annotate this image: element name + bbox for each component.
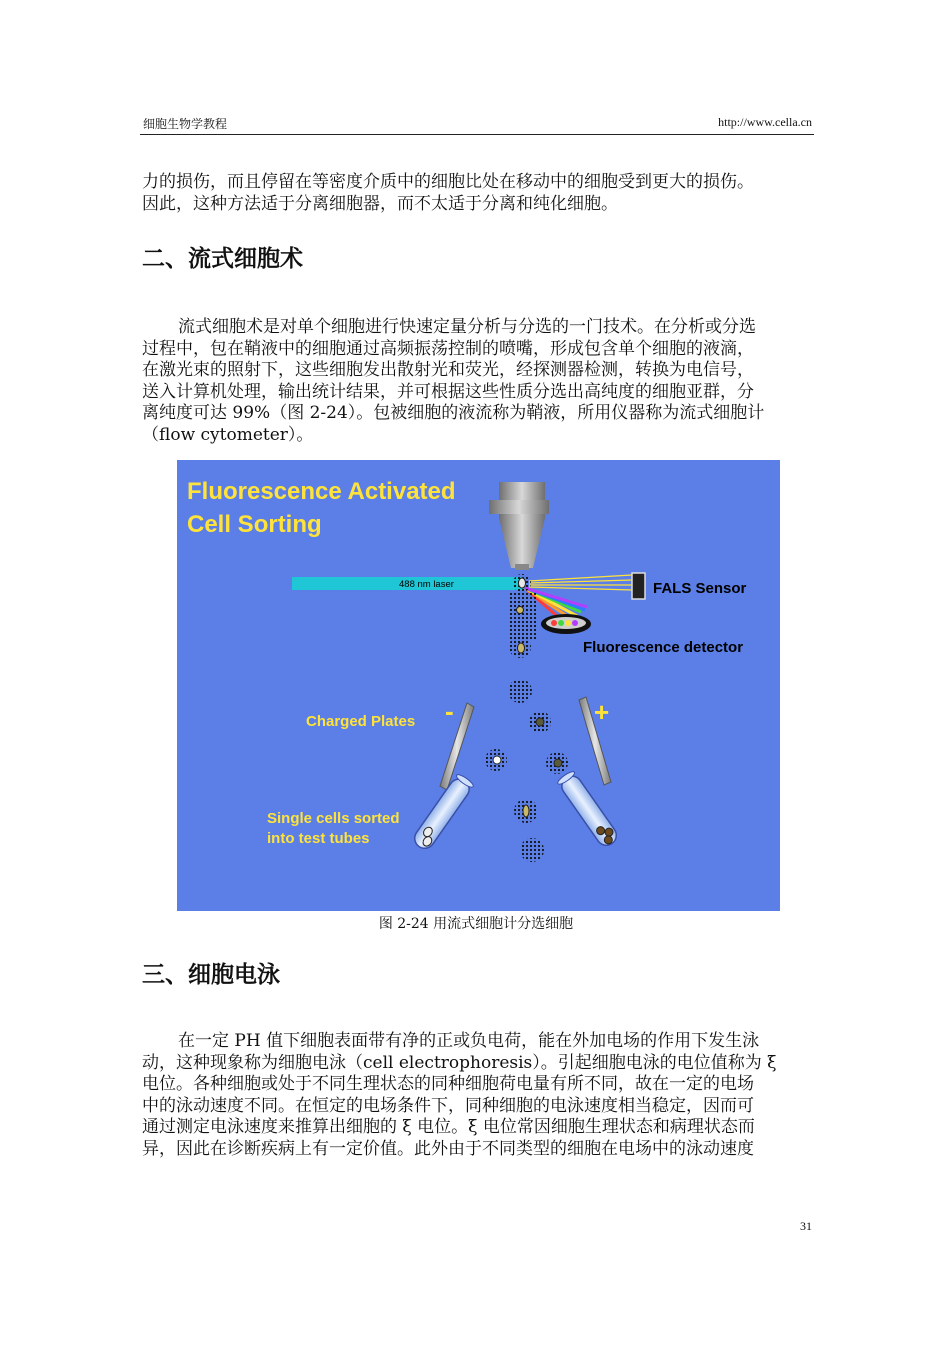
fals-sensor-label: FALS Sensor bbox=[653, 580, 747, 597]
minus-sign: - bbox=[445, 696, 454, 726]
intro-paragraph bbox=[142, 172, 812, 215]
laser-label: 488 nm laser bbox=[399, 579, 454, 590]
paragraph-line: 离纯度可达 99%（图 2-24）。包被细胞的液流称为鞘液，所用仪器称为流式细胞计 bbox=[142, 403, 765, 423]
paragraph-line: 中的泳动速度不同。在恒定的电场条件下，同种细胞的电泳速度相当稳定，因而可 bbox=[142, 1095, 754, 1116]
figure-title-line2: Cell Sorting bbox=[187, 511, 322, 538]
header-url: http://www.cella.cn bbox=[718, 115, 812, 129]
figure-caption: 图 2-24 用流式细胞计分选细胞 bbox=[378, 916, 574, 932]
fluorescence-detector-label: Fluorescence detector bbox=[583, 639, 744, 656]
test-tubes-label-line2: into test tubes bbox=[267, 830, 370, 847]
paragraph-line: （flow cytometer）。 bbox=[142, 424, 314, 445]
paragraph-line: 在一定 PH 值下细胞表面带有净的正或负电荷，能在外加电场的作用下发生泳 bbox=[178, 1031, 760, 1051]
header-book-title: 细胞生物学教程 bbox=[143, 117, 228, 131]
section-3-heading: 三、细胞电泳 bbox=[142, 962, 280, 988]
figure-title-line1: Fluorescence Activated bbox=[187, 478, 456, 505]
paragraph-line: 电位。各种细胞或处于不同生理状态的同种细胞荷电量有所不同，故在一定的电场 bbox=[142, 1074, 754, 1094]
test-tubes-label-line1: Single cells sorted bbox=[267, 810, 400, 827]
plus-sign: + bbox=[594, 697, 610, 727]
page-header bbox=[140, 112, 814, 135]
intro-line: 力的损伤，而且停留在等密度介质中的细胞比处在移动中的细胞受到更大的损伤。 bbox=[142, 172, 754, 192]
fluorescence-detector-icon bbox=[541, 614, 591, 634]
section-3-paragraph bbox=[142, 1031, 812, 1160]
paragraph-line: 送入计算机处理，输出统计结果，并可根据这些性质分选出高纯度的细胞亚群，分 bbox=[142, 381, 754, 402]
intro-line: 因此，这种方法适于分离细胞器，而不太适于分离和纯化细胞。 bbox=[142, 193, 618, 214]
page-number: 31 bbox=[800, 1219, 812, 1233]
section-2-heading: 二、流式细胞术 bbox=[142, 246, 303, 272]
fals-sensor-icon bbox=[632, 573, 645, 599]
paragraph-line: 通过测定电泳速度来推算出细胞的 ξ 电位。ξ 电位常因细胞生理状态和病理状态而 bbox=[142, 1117, 755, 1137]
paragraph-line: 在激光束的照射下，这些细胞发出散射光和荧光，经探测器检测，转换为电信号， bbox=[142, 360, 754, 380]
paragraph-line: 过程中，包在鞘液中的细胞通过高频振荡控制的喷嘴，形成包含单个细胞的液滴， bbox=[142, 338, 754, 359]
paragraph-line: 流式细胞术是对单个细胞进行快速定量分析与分选的一门技术。在分析或分选 bbox=[178, 317, 756, 337]
facs-figure bbox=[177, 460, 780, 911]
facs-diagram bbox=[177, 460, 780, 911]
paragraph-line: 动，这种现象称为细胞电泳（cell electrophoresis）。引起细胞电泳的电位值称为 ξ bbox=[142, 1052, 777, 1073]
paragraph-line: 异，因此在诊断疾病上有一定价值。此外由于不同类型的细胞在电场中的泳动速度 bbox=[142, 1138, 754, 1159]
section-2-paragraph bbox=[142, 317, 812, 446]
charged-plates-label: Charged Plates bbox=[306, 713, 416, 730]
